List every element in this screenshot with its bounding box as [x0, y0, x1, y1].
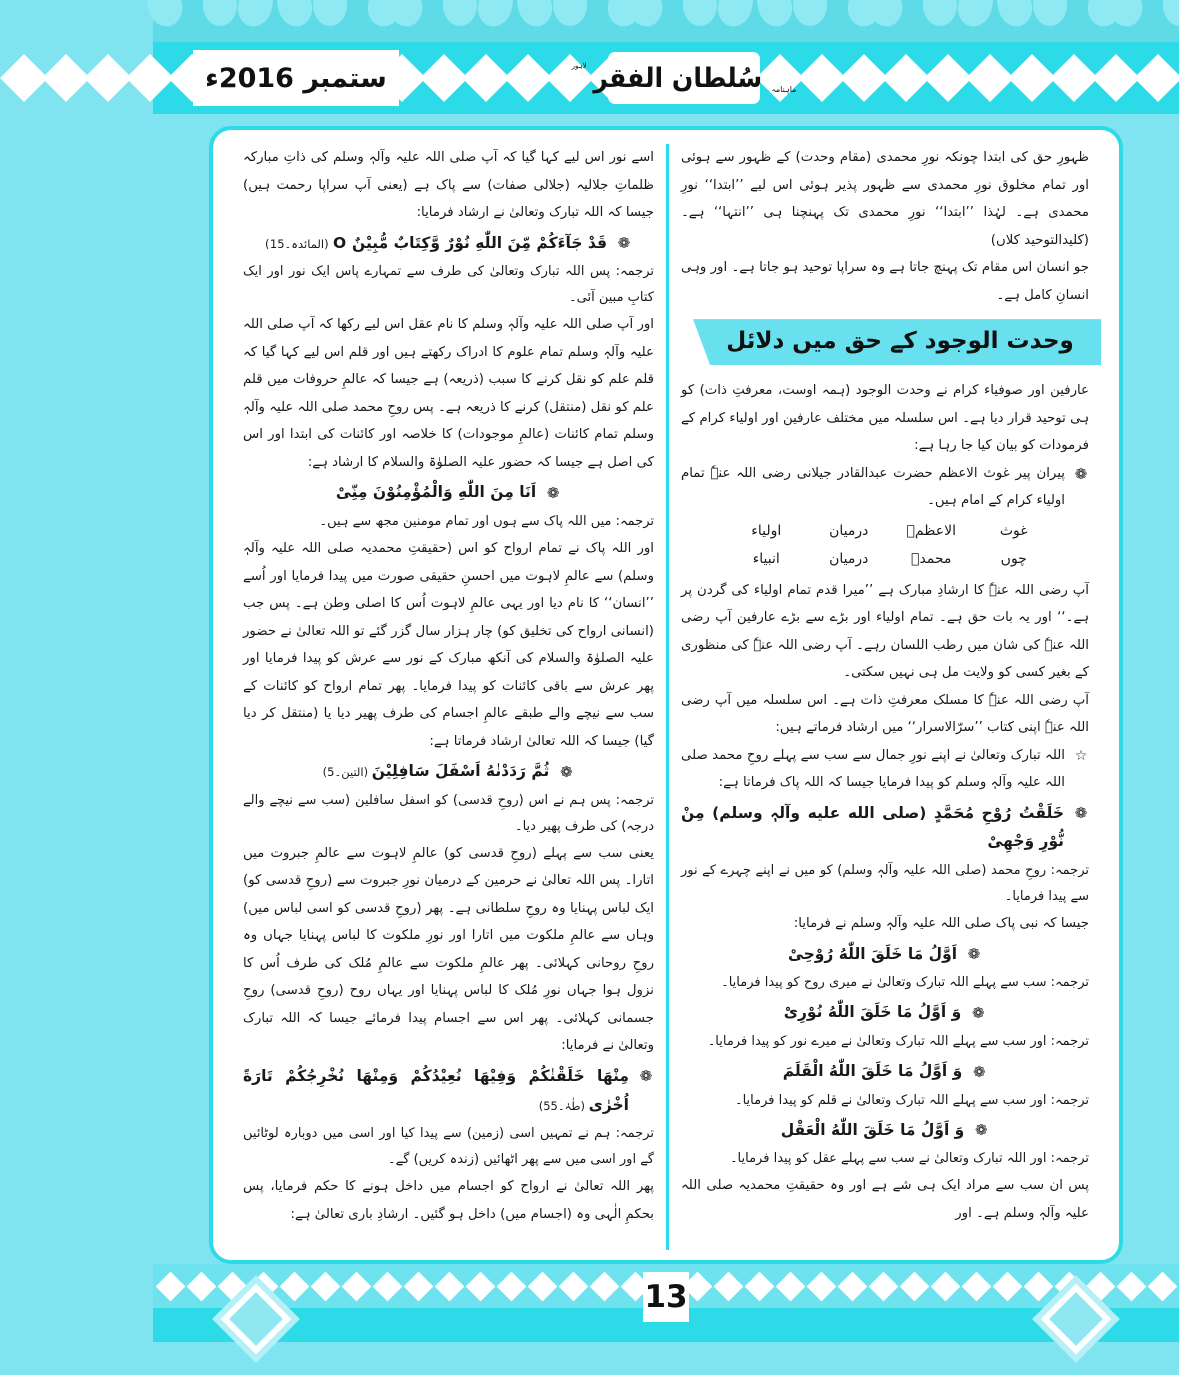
- footer-diamond-icon: [744, 1271, 774, 1301]
- header-diamond-icon: [42, 54, 90, 102]
- arabic-text: قَدْ جَآءَكُمْ مِّنَ اللّٰهِ نُوْرٌ وَّكِتَابٌ مُّبِيْنٌ O (المائدہ۔15): [264, 233, 608, 252]
- header-diamond-icon: [1134, 54, 1179, 102]
- footer-right-diamond-ornament: [1037, 1267, 1115, 1371]
- footer-diamond-icon: [868, 1271, 898, 1301]
- footer-diamond-icon: [961, 1271, 991, 1301]
- floral-petal-icon: [923, 0, 957, 26]
- flower-bullet-icon: ❁: [971, 1003, 985, 1022]
- footer-diamond-icon: [806, 1271, 836, 1301]
- floral-petal-icon: [313, 0, 347, 26]
- scripture-reference: (المائدہ۔15): [264, 236, 334, 251]
- couplet-word: انبیاء: [752, 550, 780, 567]
- floral-petal-icon: [141, 0, 187, 30]
- couplet-word: غوث: [999, 522, 1028, 539]
- floral-petal-icon: [954, 0, 1000, 30]
- header-diamond-icon: [1092, 54, 1140, 102]
- footer-left-diamond-ornament: [217, 1267, 295, 1371]
- header-diamond-icon: [924, 54, 972, 102]
- issue-date-box: [193, 50, 399, 106]
- footer-diamond-icon: [155, 1271, 185, 1301]
- floral-petal-icon: [511, 0, 557, 30]
- scripture-line: [681, 940, 1089, 969]
- page-number-badge: 13: [643, 1272, 689, 1322]
- header-diamond-icon: [126, 54, 174, 102]
- logo-prefix-label: ماہنامہ: [771, 85, 797, 94]
- footer-diamond-icon: [465, 1271, 495, 1301]
- couplet-row: [681, 517, 1089, 545]
- bulleted-paragraph-text: پیران پیر غوث الاعظم حضرت عبدالقادر جیلانی رضی اللہ عنہٗ تمام اولیاء کرام کے امام ہیں۔: [681, 465, 1065, 509]
- translation-paragraph: ترجمہ: اور اللہ تبارک وتعالیٰ نے سب سے پہلے عقل کو پیدا فرمایا۔: [729, 1151, 1089, 1167]
- footer-diamond-icon: [930, 1271, 960, 1301]
- footer-diamond-icon: [899, 1271, 929, 1301]
- footer-diamond-icon: [527, 1271, 557, 1301]
- flower-bullet-icon: ❁: [1074, 804, 1088, 823]
- magazine-header-band: [153, 42, 1179, 114]
- header-diamond-icon: [1050, 54, 1098, 102]
- flower-bullet-icon: ❁: [1074, 465, 1088, 484]
- body-paragraph: اور اللہ پاک نے تمام ارواح کو اس (حقیقتِ محمدیہ صلی اللہ علیہ وآلہٖ وسلم) سے عالمِ لاہوت میں احسنِ حقیقی صورت میں پیدا فرمایا اور اُسے ’’انسان‘‘ کا نام دیا اور یہی عالمِ لاہوت اُس کا اصلی وطن ہے۔ پس جب (انسانی ارواح کی تخلیق کو) چار ہزار سال گزر گئے تو اللہ تعالیٰ نے حضور علیہ الصلوٰۃ والسلام کی آنکھ مبارک کے نور سے عرش کو پیدا فرمایا اور پھر عرش سے باقی کائنات کو پیدا فرمایا۔ پھر تمام ارواح کو کائنات کے سب سے نیچے والے طبقے عالمِ اجسام کی طرف پھیر دیا یا (منتقل کر دیا گیا) جیسا کہ اللہ تعالیٰ ارشاد فرماتا ہے:: [243, 540, 654, 749]
- header-diamond-icon: [840, 54, 888, 102]
- body-paragraph: ظہورِ حق کی ابتدا چونکہ نورِ محمدی (مقام وحدت) کے ظہور سے ہوئی اور تمام مخلوق نورِ محمدی سے ظہور پذیر ہوئی اس لیے ’’ابتدا‘‘ نورِ محمدی ہے۔ لہٰذا ’’ابتدا‘‘ نورِ محمدی تک پہنچنا ہی ’’انتہا‘‘ ہے۔ (کلیدالتوحید کلاں): [681, 150, 1089, 248]
- floral-petal-icon: [751, 0, 797, 30]
- floral-petal-icon: [553, 0, 587, 26]
- couplet-word: الاعظمؓ: [906, 522, 956, 539]
- bulleted-paragraph-text: اللہ تبارک وتعالیٰ نے اپنے نورِ جمال سے سب سے پہلے روحِ محمد صلی اللہ علیہ وآلہٖ وسلم کو پیدا فرمایا جیسا کہ اللہ پاک فرماتا ہے:: [681, 747, 1065, 791]
- arabic-text: وَ اَوَّلُ مَا خَلَقَ اللّٰهُ الْقَلَمَ: [782, 1062, 963, 1080]
- header-diamond-icon: [504, 54, 552, 102]
- floral-petal-icon: [271, 0, 317, 30]
- couplet-word: محمدؐ: [911, 550, 952, 567]
- footer-diamond-icon: [496, 1271, 526, 1301]
- scripture-line: [243, 1062, 654, 1119]
- header-diamond-icon: [462, 54, 510, 102]
- body-paragraph: جو انسان اس مقام تک پہنچ جاتا ہے وہ سراپا توحید ہو جاتا ہے۔ اور وہی انسانِ کامل ہے۔: [681, 260, 1089, 303]
- translation-paragraph: ترجمہ: روحِ محمد (صلی اللہ علیہ وآلہٖ وسلم) کو میں نے اپنے چہرے کے نور سے پیدا فرمایا۔: [681, 863, 1089, 905]
- header-diamond-icon: [420, 54, 468, 102]
- bulleted-paragraph: [681, 742, 1089, 797]
- arabic-text: اَوَّلُ مَا خَلَقَ اللّٰهُ رُوْحِیْ: [787, 944, 958, 963]
- footer-diamond-icon: [186, 1271, 216, 1301]
- footer-diamond-icon: [1116, 1271, 1146, 1301]
- translation-paragraph: ترجمہ: ہم نے تمہیں اسی (زمین) سے پیدا کیا اور اسی میں دوبارہ لوٹائیں گے اور اسی میں سے پھر اٹھائیں (زندہ کریں) گے۔: [243, 1126, 654, 1168]
- floral-petal-icon: [714, 0, 760, 30]
- flower-bullet-icon: ❁: [560, 762, 573, 781]
- body-paragraph: جیسا کہ نبی پاک صلی اللہ علیہ وآلہٖ وسلم نے فرمایا:: [793, 916, 1089, 932]
- footer-diamond-icon: [837, 1271, 867, 1301]
- couplet-word: درمیان: [829, 522, 869, 539]
- scripture-line: [681, 799, 1089, 856]
- arabic-text: وَ اَوَّلُ مَا خَلَقَ اللّٰهُ نُوْرِیْ: [783, 1003, 962, 1022]
- section-heading-banner: [681, 319, 1089, 365]
- header-diamond-icon: [966, 54, 1014, 102]
- arabic-text: مِنْهَا خَلَقْنٰكُمْ وَفِيْهَا نُعِيْدُكُمْ وَمِنْهَا نُخْرِجُكُمْ تَارَةً اُخْرٰی (طٰہٰ۔55): [243, 1066, 629, 1114]
- body-paragraph: اسے نور اس لیے کہا گیا کہ آپ صلی اللہ علیہ وآلہٖ وسلم کی ذاتِ مبارکہ ظلماتِ جلالیہ (جلالی صفات) سے پاک ہے (یعنی آپ سراپا رحمت ہیں) جیسا کہ اللہ تبارک وتعالیٰ نے ارشاد فرمایا:: [243, 150, 654, 221]
- scripture-line: [681, 1116, 1089, 1145]
- footer-diamond-icon: [558, 1271, 588, 1301]
- footer-diamond-icon: [992, 1271, 1022, 1301]
- header-diamond-icon: [1008, 54, 1056, 102]
- arabic-text: اَنَا مِنَ اللّٰهِ وَالْمُؤْمِنُوْنَ مِنِّیْ: [335, 483, 537, 502]
- footer-diamond-icon: [775, 1271, 805, 1301]
- flower-bullet-icon: ❁: [975, 1121, 988, 1140]
- footer-diamond-icon: [589, 1271, 619, 1301]
- issue-date-label: ستمبر 2016ء: [205, 62, 387, 94]
- translation-paragraph: ترجمہ: اور سب سے پہلے اللہ تبارک وتعالیٰ نے قلم کو پیدا فرمایا۔: [734, 1092, 1089, 1108]
- page-footer: [153, 1264, 1179, 1375]
- header-diamond-icon: [798, 54, 846, 102]
- header-diamond-icon: [0, 54, 48, 102]
- scripture-reference: (طٰہٰ۔55): [538, 1098, 589, 1113]
- scripture-reference: (التین۔5): [322, 765, 372, 780]
- two-column-layout: [213, 130, 1119, 1260]
- translation-paragraph: ترجمہ: پس اللہ تبارک وتعالیٰ کی طرف سے تمہارے پاس ایک نور اور ایک کتابِ مبین آئی۔: [243, 264, 654, 306]
- scripture-line: [243, 229, 654, 258]
- bulleted-paragraph: [681, 460, 1089, 515]
- star-bullet-icon: ☆: [1074, 747, 1088, 764]
- top-floral-decoration: [153, 0, 1179, 42]
- body-paragraph: عارفین اور صوفیاء کرام نے وحدت الوجود (ہمہ اوست، معرفتِ ذات) کو ہی توحید قرار دیا ہے۔ اس سلسلہ میں مختلف عارفین اور اولیاء کرام کے فرمودات کو بیان کیا جا رہا ہے:: [681, 383, 1089, 454]
- poetry-couplet: [681, 517, 1089, 573]
- body-paragraph: آپ رضی اللہ عنہٗ کا ارشادِ مبارک ہے ’’میرا قدم تمام اولیاء کی گردن پر ہے۔‘‘ اور یہ بات حق ہے۔ تمام اولیاء اور بڑے سے بڑے عارفین آپ رضی اللہ عنہٗ کی شان میں رطب اللسان رہے۔ آپ رضی اللہ عنہٗ کی منظوری کے بغیر کسی کو ولایت مل ہی نہیں سکتی۔: [681, 582, 1089, 681]
- header-diamond-icon: [882, 54, 930, 102]
- magazine-logo: [571, 52, 797, 104]
- body-paragraph: پھر اللہ تعالیٰ نے ارواح کو اجسام میں داخل ہونے کا حکم فرمایا، پس بحکمِ الٰہی وہ (اجسام میں) داخل ہو گئیں۔ ارشادِ باری تعالیٰ ہے:: [243, 1179, 654, 1222]
- footer-diamond-icon: [403, 1271, 433, 1301]
- section-heading-label: وحدت الوجود کے حق میں دلائل: [726, 328, 1074, 355]
- translation-paragraph: ترجمہ: میں اللہ پاک سے ہوں اور تمام مومنین مجھ سے ہیں۔: [319, 513, 654, 529]
- flower-bullet-icon: ❁: [639, 1067, 653, 1086]
- flower-bullet-icon: ❁: [546, 483, 560, 502]
- logo-title-label: سُلطان الفقر: [593, 62, 762, 94]
- logo-suffix-label: لاہور: [571, 62, 587, 70]
- scripture-line: [243, 478, 654, 507]
- arabic-text: ثُمَّ رَدَدْنٰهُ اَسْفَلَ سَافِلِيْنَ (التین۔5): [322, 762, 550, 781]
- header-diamond-icon: [84, 54, 132, 102]
- floral-petal-icon: [1163, 0, 1179, 26]
- translation-paragraph: ترجمہ: پس ہم نے اس (روحِ قدسی) کو اسفل سافلین (سب سے نیچے والے درجہ) کی طرف پھیر دیا۔: [243, 792, 654, 834]
- flower-bullet-icon: ❁: [972, 1062, 986, 1081]
- right-text-column: [666, 144, 1101, 1250]
- couplet-row: [681, 545, 1089, 573]
- arabic-text: خَلَقْتُ رُوْحِ مُحَمَّدٍ (صلی الله علیه وآلہٖ وسلم) مِنْ نُّوْرِ وَجْهِیْ: [681, 803, 1064, 851]
- body-paragraph: اور آپ صلی اللہ علیہ وآلہٖ وسلم کا نام عقل اس لیے رکھا کہ آپ صلی اللہ علیہ وآلہٖ وسلم تمام علوم کا ادراک رکھتے ہیں اور قلم اس لیے کہا گیا کہ قلم علم کو نقل کرنے کا سبب (ذریعہ) ہے جیسا کہ عالمِ حروفات میں قلم علم کو نقل (منتقل) کرنے کا ذریعہ ہے۔ پس روحِ محمد صلی اللہ علیہ وآلہٖ وسلم تمام کائنات (عالمِ موجودات) کا خلاصہ اور کائنات کی ابتدا اور اس کی اصل ہے جیسا کہ حضور علیہ الصلوٰۃ والسلام کا ارشاد ہے:: [243, 317, 654, 470]
- footer-diamond-icon: [341, 1271, 371, 1301]
- footer-diamond-icon: [1147, 1271, 1177, 1301]
- body-paragraph: آپ رضی اللہ عنہٗ کا مسلک معرفتِ ذات ہے۔ اس سلسلہ میں آپ رضی اللہ عنہٗ اپنی کتاب ’’سرّالاسرار‘‘ میں ارشاد فرماتے ہیں:: [681, 692, 1089, 736]
- floral-petal-icon: [1033, 0, 1067, 26]
- scripture-line: [243, 757, 654, 786]
- flower-bullet-icon: ❁: [967, 945, 981, 964]
- floral-petal-icon: [443, 0, 477, 26]
- translation-paragraph: ترجمہ: سب سے پہلے اللہ تبارک وتعالیٰ نے میری روح کو پیدا فرمایا۔: [721, 975, 1089, 991]
- footer-diamond-icon: [372, 1271, 402, 1301]
- body-paragraph: پس ان سب سے مراد ایک ہی شے ہے اور وہ حقیقتِ محمدیہ صلی اللہ علیہ وآلہٖ وسلم ہے۔ اور: [681, 1178, 1089, 1221]
- footer-diamond-icon: [434, 1271, 464, 1301]
- body-paragraph: یعنی سب سے پہلے (روحِ قدسی کو) عالمِ لاہوت سے عالمِ جبروت میں اتارا۔ پس اللہ تعالیٰ نے حرمین کے درمیان نورِ جبروت سے (روحِ قدسی کو) ایک لباس پہنایا وہ روحِ سلطانی ہے۔ پھر (روحِ قدسی کو اسی لباس میں) وہاں سے عالمِ ملکوت میں اتارا اور نورِ ملکوت کا لباس پہنایا جہاں وہ روحِ روحانی کہلائی۔ پھر عالمِ ملکوت سے عالمِ مُلک کی طرف اُس کا نزول ہوا جہاں نورِ مُلک کا لباس پہنایا اور یہاں روح (روحِ قدسی) روحِ جسمانی کہلائی۔ پھر اس سے اجسام پیدا فرمائے جیسا کہ اللہ تبارک وتعالیٰ نے فرمایا:: [243, 845, 654, 1054]
- floral-petal-icon: [683, 0, 717, 26]
- floral-petal-icon: [991, 0, 1037, 30]
- article-page-panel: [209, 126, 1123, 1264]
- footer-diamond-icon: [713, 1271, 743, 1301]
- floral-petal-icon: [203, 0, 237, 26]
- flower-bullet-icon: ❁: [617, 234, 631, 253]
- floral-petal-icon: [793, 0, 827, 26]
- translation-paragraph: ترجمہ: اور سب سے پہلے اللہ تبارک وتعالیٰ نے میرے نور کو پیدا فرمایا۔: [707, 1034, 1089, 1049]
- couplet-word: چوں: [1000, 550, 1027, 567]
- couplet-word: اولیاء: [751, 522, 782, 539]
- left-text-column: [231, 144, 666, 1250]
- floral-petal-icon: [234, 0, 280, 30]
- floral-petal-icon: [474, 0, 520, 30]
- arabic-text: وَ اَوَّلُ مَا خَلَقَ اللّٰهُ الْعَقْل: [780, 1120, 965, 1139]
- scripture-line: [681, 998, 1089, 1027]
- scripture-line: [681, 1057, 1089, 1086]
- footer-diamond-icon: [310, 1271, 340, 1301]
- couplet-word: درمیان: [829, 550, 869, 567]
